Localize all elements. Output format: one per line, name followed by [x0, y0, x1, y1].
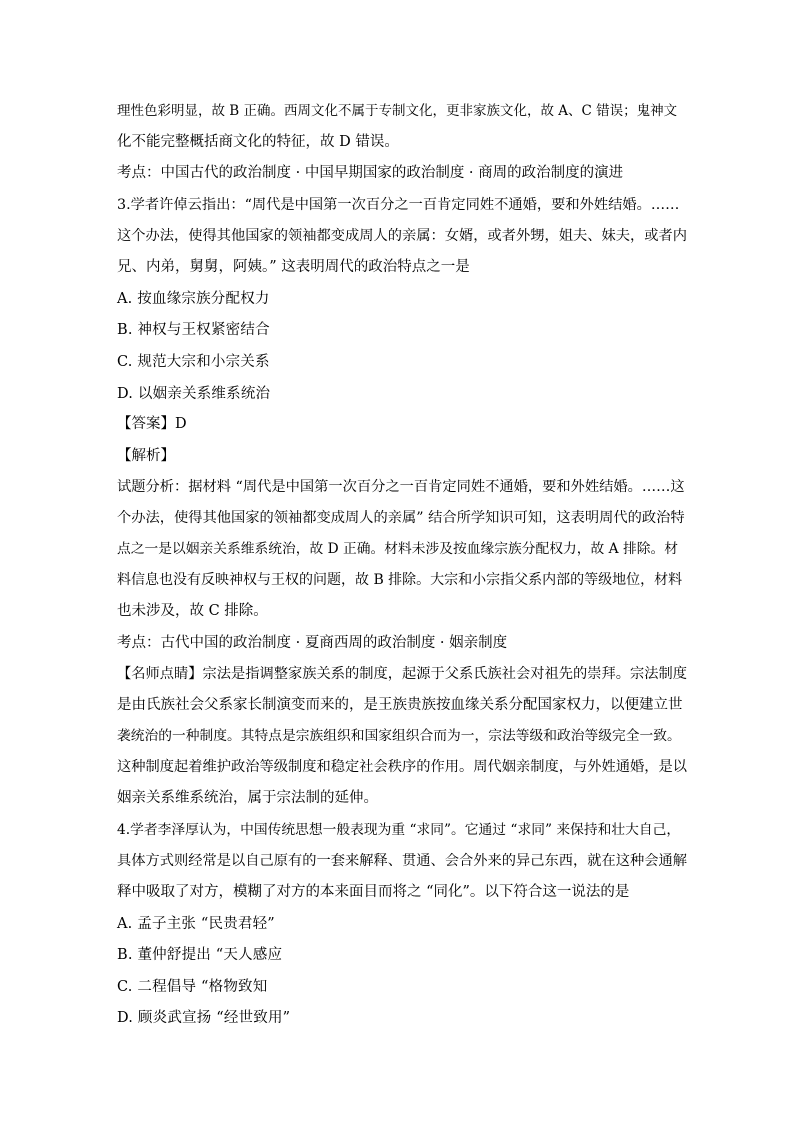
- question-4-stem: 4.学者李泽厚认为，中国传统思想一般表现为重 “求同”。它通过 “求同” 来保持和壮大自己，: [117, 822, 681, 838]
- text-line: 具体方式则经常是以自己原有的一套来解释、贯通、会合外来的异己东西，就在这种会通解: [117, 853, 688, 869]
- text-line: 兄、内弟，舅舅，阿姨。” 这表明周代的政治特点之一是: [117, 259, 470, 275]
- option-c: C. 二程倡导 “格物致知: [117, 979, 268, 995]
- text-line: 这种制度起着维护政治等级制度和稳定社会秩序的作用。周代姻亲制度，与外姓通婚，是以: [117, 759, 688, 775]
- text-line: 姻亲关系维系统治，属于宗法制的延伸。: [117, 790, 378, 806]
- text-line: 料信息也没有反映神权与王权的问题，故 B 排除。大宗和小宗指父系内部的等级地位，材料: [117, 572, 683, 588]
- answer-heading: 【答案】D: [117, 416, 187, 432]
- text-line: 也未涉及，故 C 排除。: [117, 603, 268, 619]
- text-line: 个办法，使得其他国家的领袖都变成周人的亲属” 结合所学知识可知，这表明周代的政治特: [117, 510, 685, 526]
- text-line: 点之一是以姻亲关系维系统治，故 D 正确。材料未涉及按血缘宗族分配权力，故 A 排除。材: [117, 541, 678, 557]
- text-line: 化不能完整概括商文化的特征，故 D 错误。: [117, 134, 399, 150]
- option-d: D. 顾炎武宣扬 “经世致用”: [117, 1010, 291, 1026]
- option-a: A. 按血缘宗族分配权力: [117, 291, 270, 307]
- option-a: A. 孟子主张 “民贵君轻”: [117, 916, 275, 932]
- text-line: 理性色彩明显，故 B 正确。西周文化不属于专制文化，更非家族文化，故 A、C 错误；鬼神文: [117, 103, 678, 119]
- text-line: 释中吸取了对方，模糊了对方的本来面目而将之 “同化”。以下符合这一说法的是: [117, 884, 630, 900]
- option-d: D. 以姻亲关系维系统治: [117, 386, 271, 402]
- text-line: 是由氏族社会父系家长制演变而来的，是王族贵族按血缘关系分配国家权力，以便建立世: [117, 697, 683, 713]
- option-b: B. 董仲舒提出 “天人感应: [117, 947, 283, 963]
- analysis-heading: 【解析】: [117, 448, 175, 464]
- option-c: C. 规范大宗和小宗关系: [117, 354, 270, 370]
- exam-point-line: 考点：古代中国的政治制度 · 夏商西周的政治制度 · 姻亲制度: [117, 635, 508, 651]
- option-b: B. 神权与王权紧密结合: [117, 322, 270, 338]
- text-line: 袭统治的一种制度。其特点是宗族组织和国家组织合而为一，宗法等级和政治等级完全一致。: [117, 728, 681, 744]
- teacher-note: 【名师点睛】宗法是指调整家族关系的制度，起源于父系氏族社会对祖先的崇拜。宗法制度: [117, 666, 688, 682]
- question-3-stem: 3.学者许倬云指出：“周代是中国第一次百分之一百肯定同姓不通婚，要和外姓结婚。……: [117, 197, 680, 213]
- exam-point-line: 考点：中国古代的政治制度 · 中国早期国家的政治制度 · 商周的政治制度的演进: [117, 165, 624, 181]
- text-line: 这个办法，使得其他国家的领袖都变成周人的亲属：女婿，或者外甥，姐夫、妹夫，或者内: [117, 228, 688, 244]
- analysis-text: 试题分析：据材料 “周代是中国第一次百分之一百肯定同姓不通婚，要和外姓结婚。……这: [117, 479, 685, 495]
